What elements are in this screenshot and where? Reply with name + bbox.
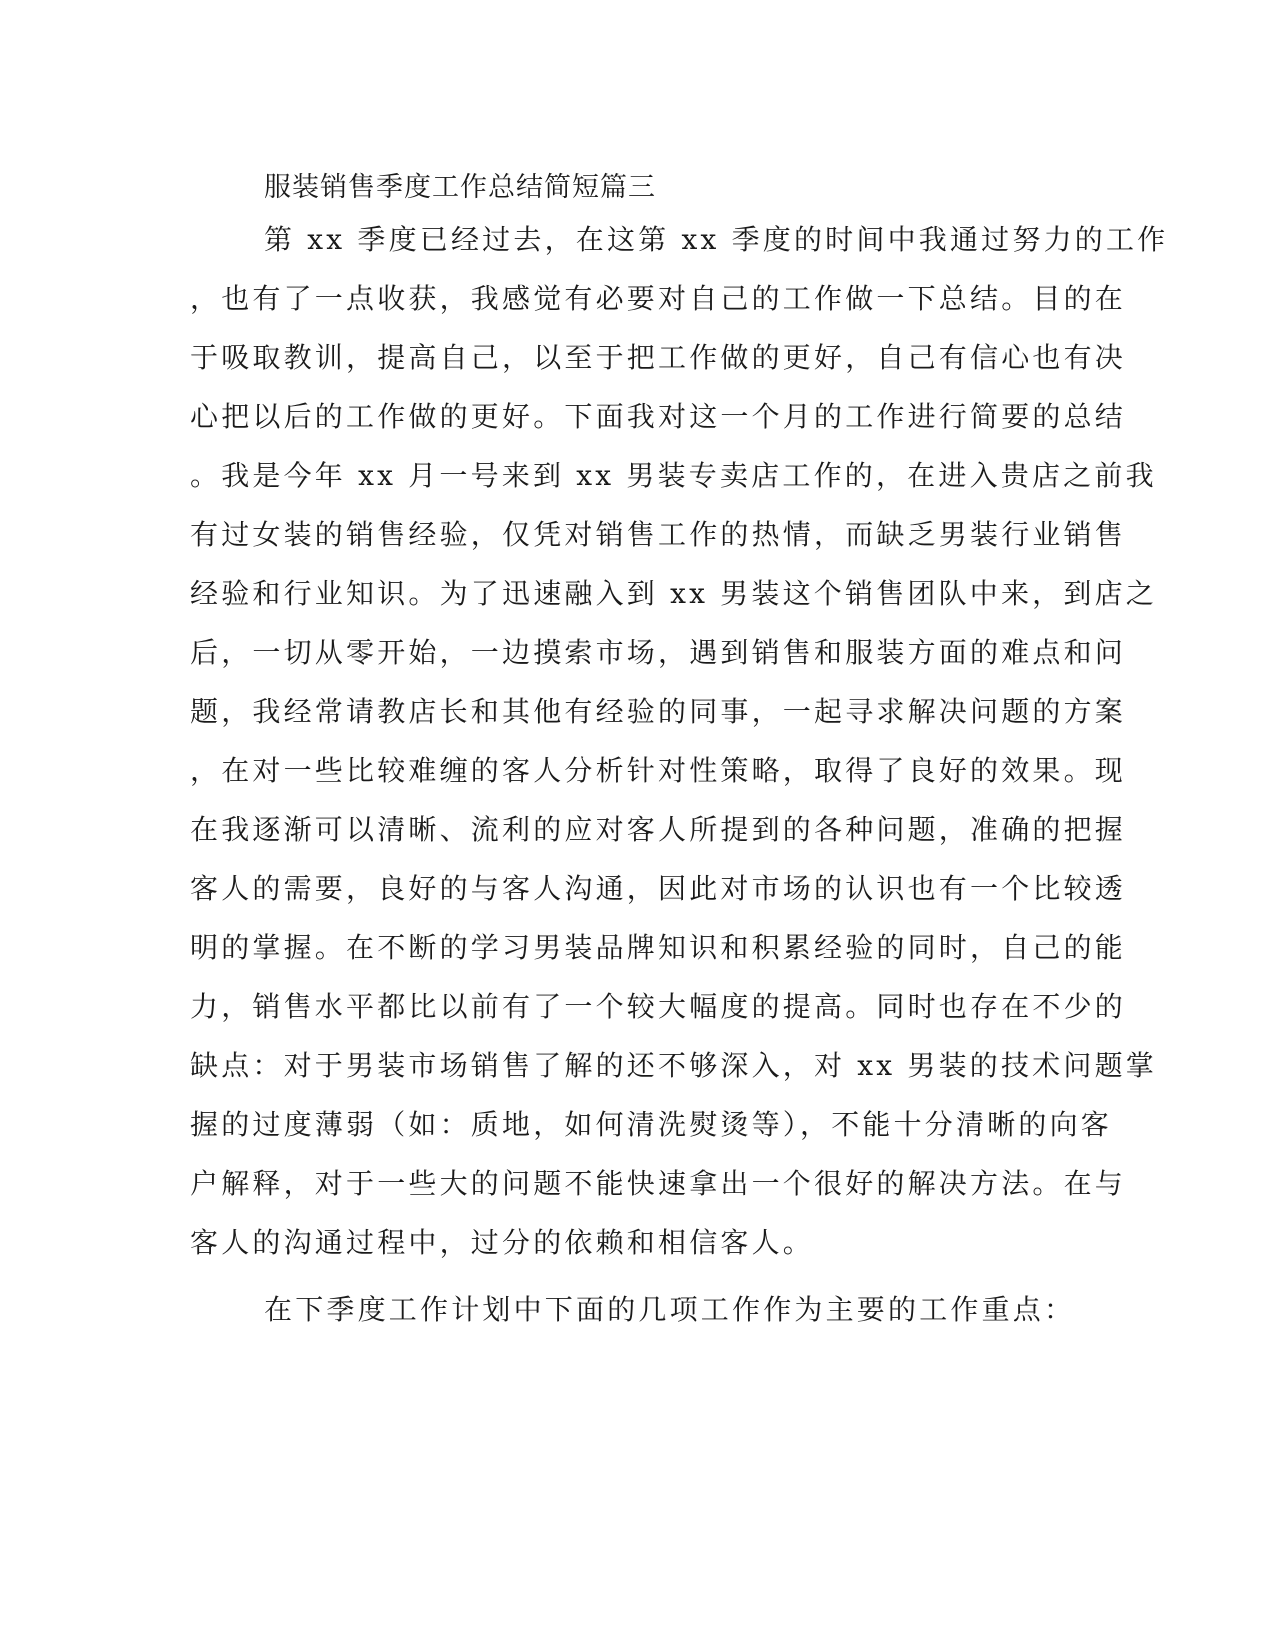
- paragraph-1-line: ，也有了一点收获，我感觉有必要对自己的工作做一下总结。目的在: [190, 282, 1127, 315]
- paragraph-1-line: 题，我经常请教店长和其他有经验的同事，一起寻求解决问题的方案: [190, 695, 1127, 728]
- paragraph-1-line: 在我逐渐可以清晰、流利的应对客人所提到的各种问题，准确的把握: [190, 813, 1127, 846]
- paragraph-1-line: 。我是今年 xx 月一号来到 xx 男装专卖店工作的，在进入贵店之前我: [190, 459, 1157, 492]
- paragraph-2: 在下季度工作计划中下面的几项工作作为主要的工作重点：: [264, 1293, 1076, 1326]
- paragraph-1-line: ，在对一些比较难缠的客人分析针对性策略，取得了良好的效果。现: [190, 754, 1127, 787]
- paragraph-1-line: 缺点：对于男装市场销售了解的还不够深入，对 xx 男装的技术问题掌: [190, 1049, 1157, 1082]
- document-title: 服装销售季度工作总结简短篇三: [264, 172, 656, 203]
- paragraph-1-line: 户解释，对于一些大的问题不能快速拿出一个很好的解决方法。在与: [190, 1167, 1127, 1200]
- paragraph-1-line: 后，一切从零开始，一边摸索市场，遇到销售和服装方面的难点和问: [190, 636, 1127, 669]
- paragraph-1-line: 于吸取教训，提高自己，以至于把工作做的更好，自己有信心也有决: [190, 341, 1127, 374]
- paragraph-1-line: 力，销售水平都比以前有了一个较大幅度的提高。同时也存在不少的: [190, 990, 1127, 1023]
- paragraph-1-line: 有过女装的销售经验，仅凭对销售工作的热情，而缺乏男装行业销售: [190, 518, 1127, 551]
- paragraph-1-line: 客人的需要，良好的与客人沟通，因此对市场的认识也有一个比较透: [190, 872, 1127, 905]
- paragraph-1-line: 经验和行业知识。为了迅速融入到 xx 男装这个销售团队中来，到店之: [190, 577, 1157, 610]
- paragraph-1-line: 握的过度薄弱（如：质地，如何清洗熨烫等），不能十分清晰的向客: [190, 1108, 1113, 1141]
- paragraph-1-line: 心把以后的工作做的更好。下面我对这一个月的工作进行简要的总结: [190, 400, 1127, 433]
- paragraph-1-line: 明的掌握。在不断的学习男装品牌知识和积累经验的同时，自己的能: [190, 931, 1127, 964]
- paragraph-1-line: 客人的沟通过程中，过分的依赖和相信客人。: [190, 1226, 815, 1259]
- paragraph-1-line: 第 xx 季度已经过去，在这第 xx 季度的时间中我通过努力的工作: [264, 223, 1169, 256]
